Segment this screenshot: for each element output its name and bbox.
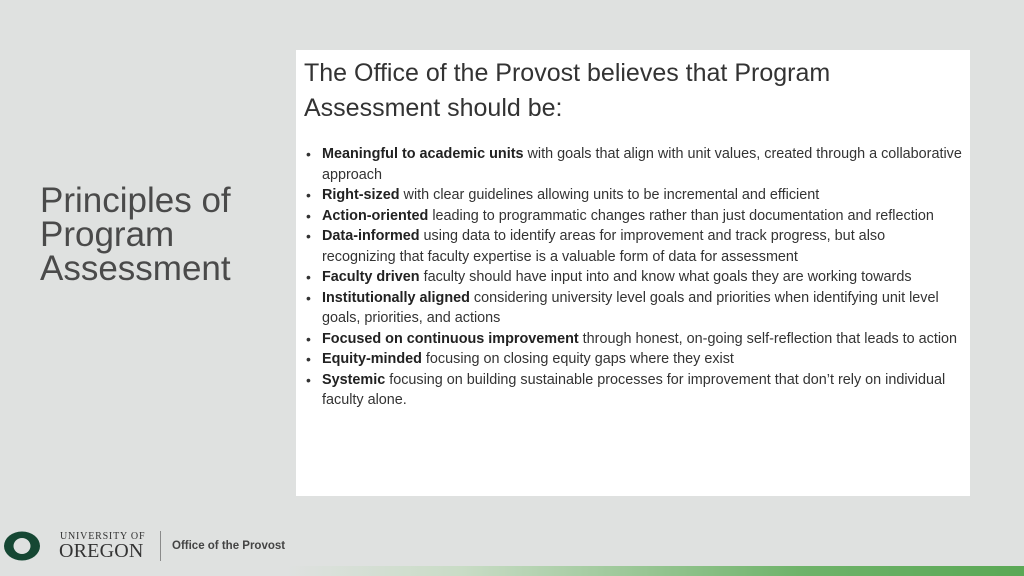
principle-term: Data-informed	[322, 228, 420, 244]
principle-term: Institutionally aligned	[322, 289, 470, 306]
principle-term: Action-oriented	[322, 207, 429, 224]
principle-description: focusing on building sustainable processes for improvement that don’t rely on individual faculty alone.	[322, 371, 946, 408]
principles-list	[304, 144, 962, 411]
list-item	[304, 329, 962, 350]
principle-term: Faculty driven	[322, 269, 420, 285]
principle-term: Focused on continuous improvement	[322, 330, 579, 347]
principle-description: leading to programmatic changes rather than just documentation and reflection	[428, 207, 934, 224]
slide-title: Principles of Program Assessment	[40, 181, 231, 288]
university-wordmark-bottom: OREGON	[59, 540, 144, 562]
content-card	[296, 50, 970, 496]
list-item	[304, 349, 962, 370]
list-item	[304, 370, 962, 411]
bottom-accent-bar	[0, 566, 1024, 576]
principle-description: using data to identify areas for improvement and track progress, but also recognizing that faculty expertise is a valuable form of data for assessment	[322, 228, 886, 265]
principle-term: Systemic	[322, 371, 386, 388]
bullet-icon: •	[306, 146, 311, 162]
principle-term: Right-sized	[322, 187, 400, 203]
principle-description: focusing on closing equity gaps where they exist	[421, 351, 734, 367]
bullet-icon: •	[306, 330, 311, 347]
content-heading: The Office of the Provost believes that Program Assessment should be:	[304, 59, 831, 122]
bullet-icon: •	[306, 269, 311, 285]
principle-description: with goals that align with unit values, created through a collaborative approach	[322, 146, 962, 183]
list-item	[304, 288, 962, 329]
list-item	[304, 144, 962, 185]
list-item	[304, 226, 962, 267]
university-wordmark-top: UNIVERSITY OF	[60, 531, 146, 542]
principle-description: with clear guidelines allowing units to be incremental and efficient	[399, 187, 820, 203]
office-label: Office of the Provost	[172, 540, 286, 552]
footer-divider	[160, 531, 161, 561]
principle-description: through honest, on-going self-reflection that leads to action	[578, 330, 958, 347]
bullet-icon: •	[306, 351, 311, 367]
bullet-icon: •	[306, 207, 311, 224]
list-item	[304, 185, 962, 206]
list-item	[304, 267, 962, 288]
uo-o-logo-icon	[2, 530, 42, 562]
bullet-icon: •	[306, 289, 311, 306]
principle-description: considering university level goals and priorities when identifying unit level goals, priorities, and actions	[322, 289, 939, 326]
list-item	[304, 206, 962, 227]
bullet-icon: •	[306, 371, 311, 388]
principle-description: faculty should have input into and know what goals they are working towards	[419, 269, 912, 285]
principle-term: Meaningful to academic units	[322, 146, 524, 162]
bullet-icon: •	[306, 187, 311, 203]
bullet-icon: •	[306, 228, 311, 244]
principle-term: Equity-minded	[322, 351, 422, 367]
